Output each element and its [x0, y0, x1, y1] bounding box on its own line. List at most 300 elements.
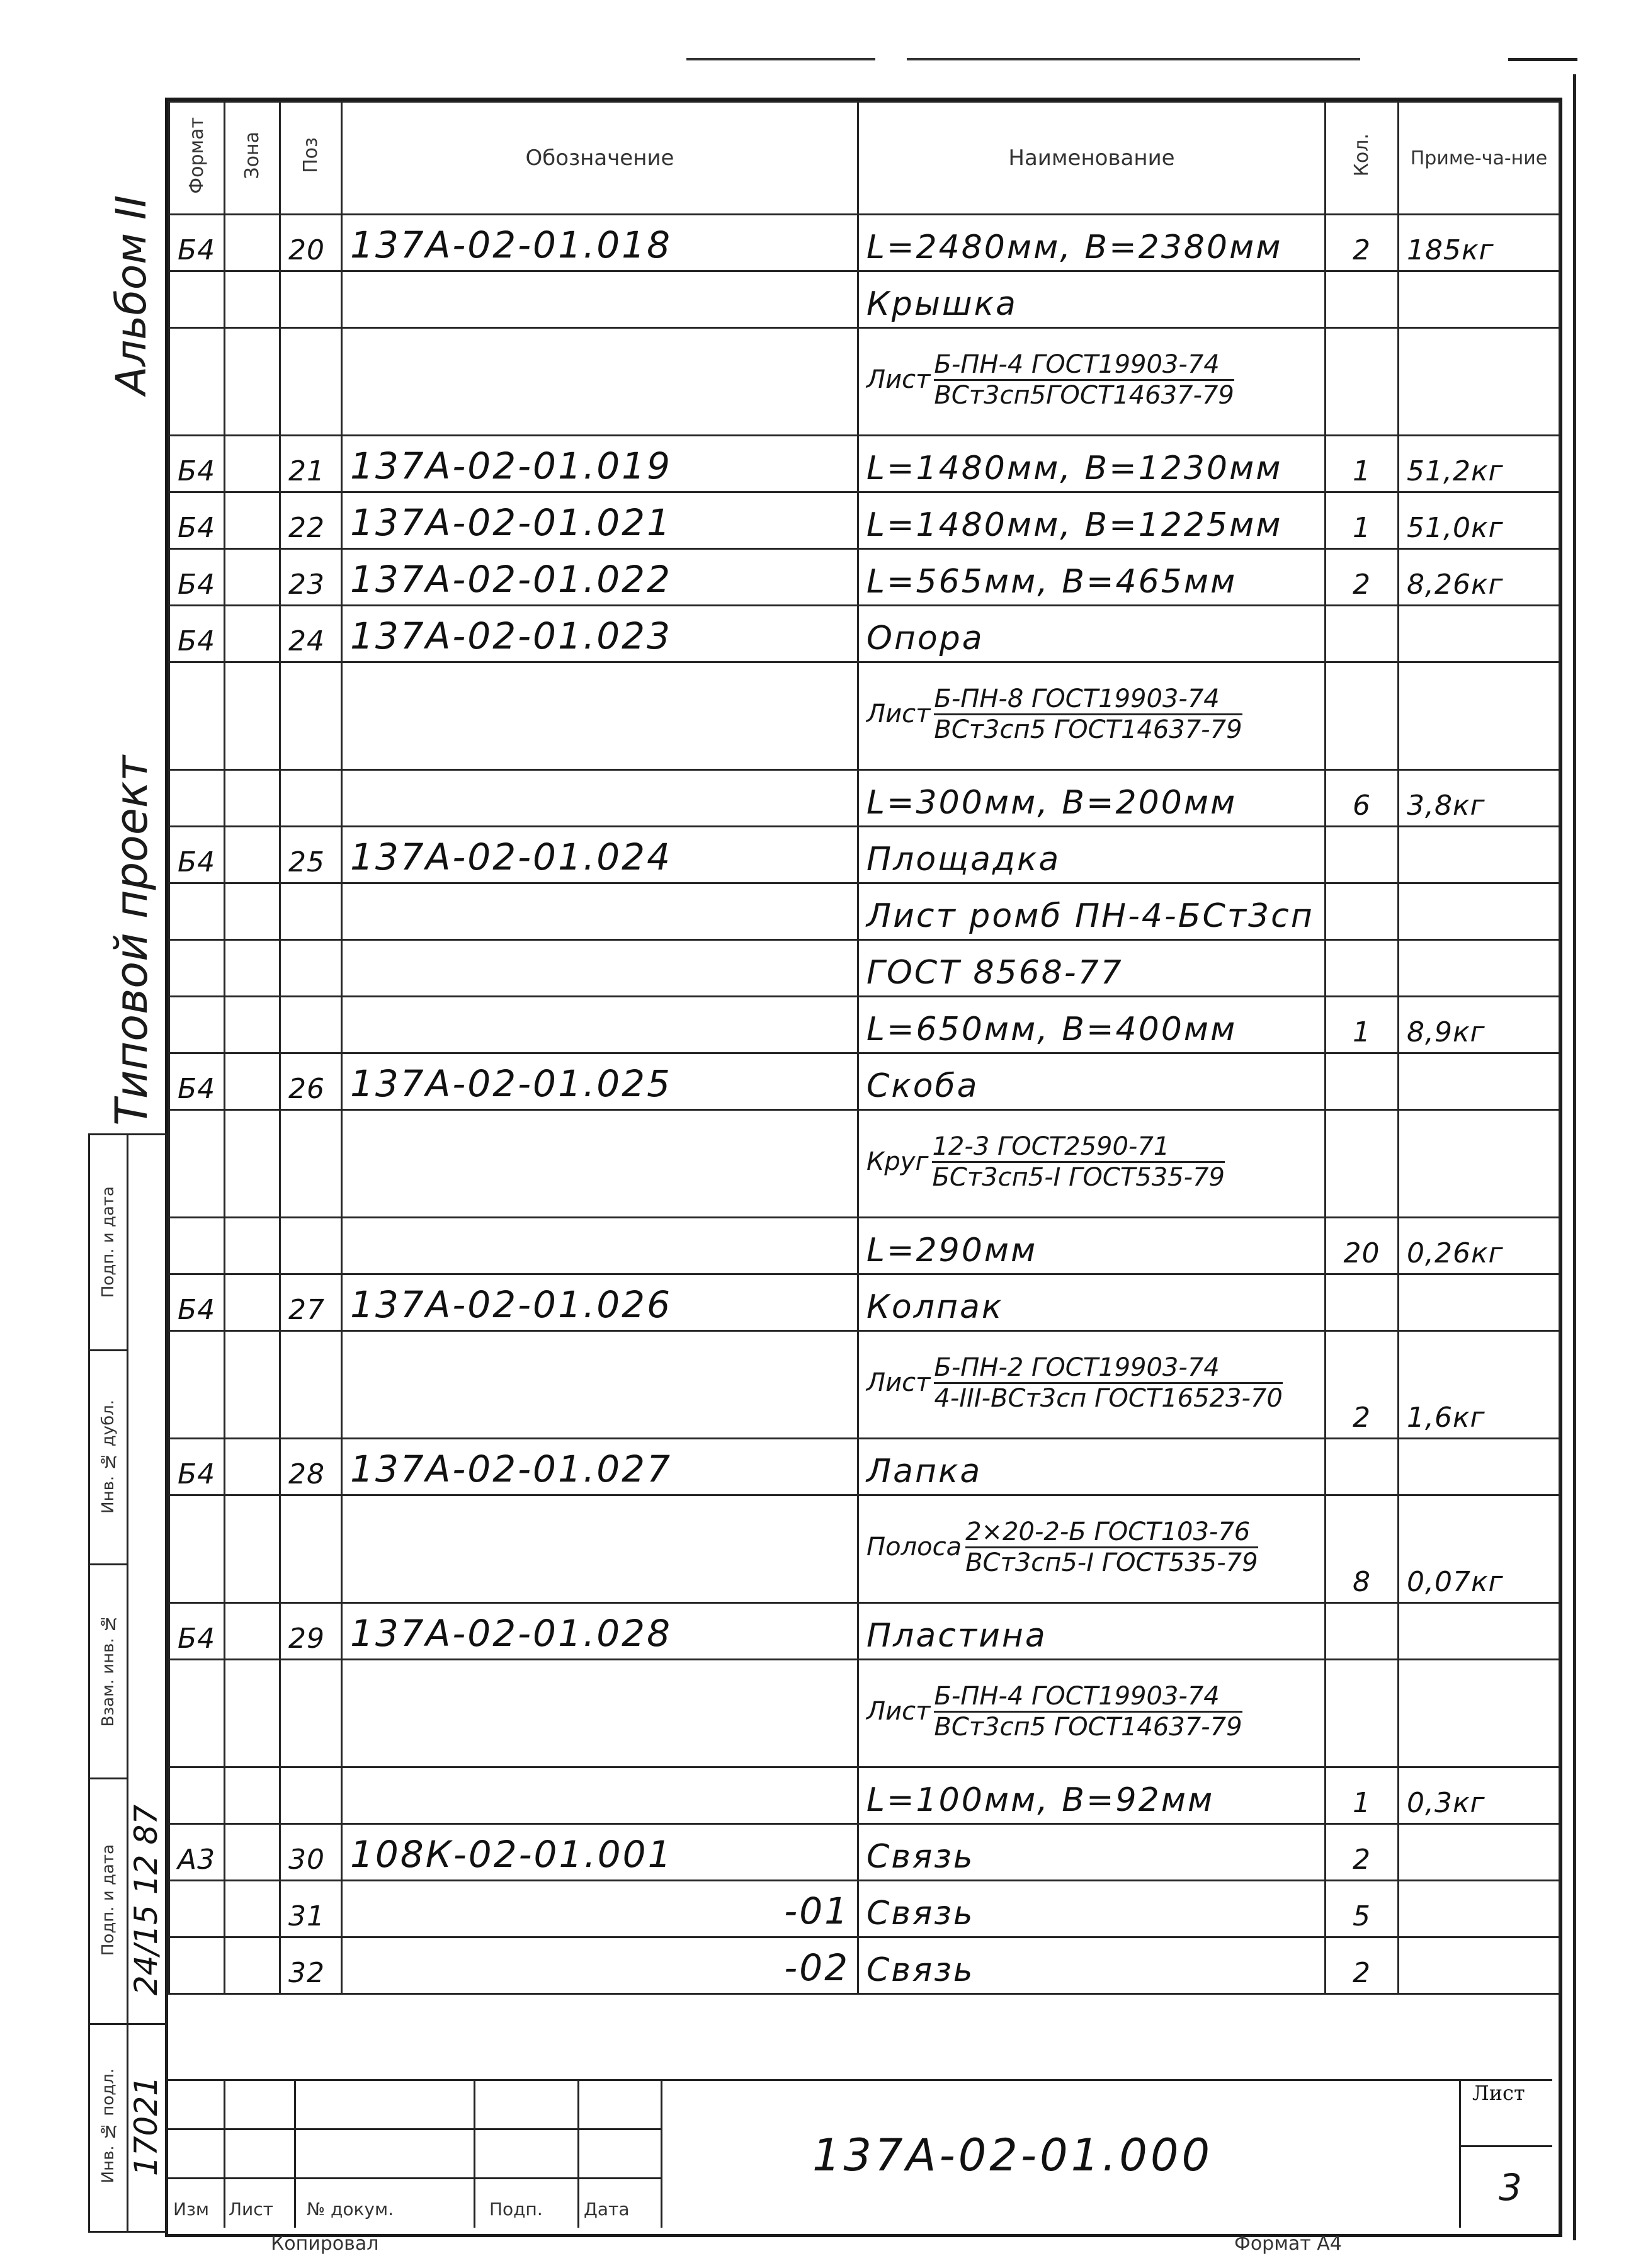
- cell-zone: [225, 1881, 280, 1937]
- format-value: Б4: [178, 846, 216, 878]
- outer-border: [1573, 74, 1576, 2240]
- cell-format: [169, 997, 225, 1053]
- stamp-label: Инв. № дубл.: [99, 1399, 118, 1514]
- cell-note: [1399, 215, 1560, 271]
- cell-zone: [225, 1110, 280, 1218]
- cell-pos: [280, 1881, 342, 1937]
- cell-name: [858, 492, 1326, 549]
- cell-pos: [280, 1937, 342, 1994]
- cell-note: [1399, 662, 1560, 770]
- cell-pos: [280, 1767, 342, 1824]
- cell-name: [858, 940, 1326, 997]
- cell-qty: [1326, 1331, 1399, 1439]
- material-denominator: ВСт3сп5 ГОСТ14637-79: [934, 715, 1242, 744]
- cell-designation: [342, 1660, 858, 1767]
- cell-pos: [280, 770, 342, 827]
- stamp-cell: [90, 2023, 127, 2229]
- material-denominator: БСт3сп5-I ГОСТ535-79: [932, 1162, 1225, 1192]
- cell-zone: [225, 770, 280, 827]
- pos-value: 30: [288, 1844, 325, 1876]
- table-row: [169, 1439, 1560, 1495]
- cell-name: [858, 1603, 1326, 1660]
- cell-zone: [225, 1824, 280, 1881]
- table-row: [169, 436, 1560, 492]
- header-pos: Поз: [280, 102, 342, 215]
- cell-note: [1399, 549, 1560, 606]
- name-value: L=100мм, В=92мм: [866, 1781, 1215, 1819]
- cell-pos: [280, 1053, 342, 1110]
- cell-zone: [225, 215, 280, 271]
- table-row: [169, 492, 1560, 549]
- cell-zone: [225, 1495, 280, 1603]
- name-value: Лист ромб ПН-4-БСт3сп: [866, 897, 1314, 935]
- cell-pos: [280, 1495, 342, 1603]
- cell-format: [169, 662, 225, 770]
- qty-value: 1: [1353, 1016, 1371, 1048]
- header-designation: Обозначение: [342, 102, 858, 215]
- title-block-revision-table: [168, 2079, 662, 2228]
- stamp-cell: [127, 1778, 166, 2025]
- material-numerator: Б-ПН-4 ГОСТ19903-74: [934, 1682, 1242, 1713]
- material-fraction: [866, 350, 1317, 410]
- format-label: Формат А4: [1234, 2233, 1342, 2255]
- cell-name: [858, 215, 1326, 271]
- material-fraction: [866, 684, 1317, 744]
- designation-value: 137А-02-01.023: [350, 615, 672, 657]
- name-value: L=2480мм, В=2380мм: [866, 229, 1283, 266]
- name-value: L=290мм: [866, 1232, 1038, 1269]
- name-value: Связь: [866, 1838, 975, 1876]
- cell-note: [1399, 827, 1560, 883]
- pos-value: 21: [288, 455, 325, 487]
- pos-value: 29: [288, 1623, 325, 1655]
- cell-designation: [342, 1495, 858, 1603]
- note-value: 0,3кг: [1407, 1787, 1485, 1819]
- cell-qty: [1326, 1824, 1399, 1881]
- cell-format: [169, 1603, 225, 1660]
- cell-qty: [1326, 606, 1399, 662]
- qty-value: 2: [1353, 1844, 1371, 1876]
- cell-designation: [342, 1274, 858, 1331]
- document-designation: 137А-02-01.000: [812, 2129, 1213, 2181]
- cell-note: [1399, 271, 1560, 328]
- stamp-value-column: [127, 1135, 168, 2231]
- table-row: [169, 940, 1560, 997]
- cell-note: [1399, 1218, 1560, 1274]
- cell-format: [169, 1660, 225, 1767]
- cell-format: [169, 549, 225, 606]
- designation-value: 137А-02-01.027: [350, 1448, 672, 1490]
- cell-name: [858, 1439, 1326, 1495]
- cell-designation: [342, 1218, 858, 1274]
- cell-note: [1399, 492, 1560, 549]
- cell-pos: [280, 940, 342, 997]
- cell-designation: [342, 997, 858, 1053]
- format-value: Б4: [178, 512, 216, 544]
- pos-value: 28: [288, 1458, 325, 1490]
- cell-pos: [280, 1218, 342, 1274]
- cell-pos: [280, 997, 342, 1053]
- material-prefix: Лист: [866, 700, 931, 729]
- designation-value: 108К-02-01.001: [350, 1833, 673, 1876]
- material-fraction: [866, 1132, 1317, 1192]
- qty-value: 2: [1353, 1402, 1371, 1434]
- cell-zone: [225, 1053, 280, 1110]
- cell-note: [1399, 436, 1560, 492]
- table-row: [169, 549, 1560, 606]
- cell-qty: [1326, 940, 1399, 997]
- designation-value: -01: [784, 1890, 849, 1932]
- qty-value: 8: [1353, 1566, 1371, 1598]
- cell-pos: [280, 1824, 342, 1881]
- material-prefix: Лист: [866, 365, 931, 394]
- cell-name: [858, 1218, 1326, 1274]
- cell-qty: [1326, 1218, 1399, 1274]
- cell-name: [858, 1495, 1326, 1603]
- cell-format: [169, 1218, 225, 1274]
- cell-note: [1399, 940, 1560, 997]
- sheet-number: 3: [1499, 2166, 1522, 2209]
- cell-note: [1399, 1767, 1560, 1824]
- cell-name: [858, 606, 1326, 662]
- cell-qty: [1326, 827, 1399, 883]
- cell-name: [858, 1881, 1326, 1937]
- cell-name: [858, 770, 1326, 827]
- cell-designation: [342, 1824, 858, 1881]
- stamp-cell: [90, 1563, 127, 1779]
- qty-value: 2: [1353, 1957, 1371, 1989]
- qty-value: 2: [1353, 234, 1371, 266]
- stamp-label: Подп. и дата: [99, 1844, 118, 1956]
- cell-note: [1399, 1603, 1560, 1660]
- qty-value: 20: [1343, 1237, 1380, 1269]
- table-row: [169, 1881, 1560, 1937]
- table-row: [169, 328, 1560, 436]
- cell-format: [169, 827, 225, 883]
- cell-pos: [280, 1274, 342, 1331]
- format-value: Б4: [178, 1623, 216, 1655]
- cell-pos: [280, 215, 342, 271]
- table-row: [169, 1767, 1560, 1824]
- cell-pos: [280, 549, 342, 606]
- qty-value: 2: [1353, 569, 1371, 601]
- table-row: [169, 271, 1560, 328]
- name-value: Опора: [866, 620, 984, 657]
- cell-designation: [342, 328, 858, 436]
- name-value: Площадка: [866, 841, 1061, 878]
- name-value: Колпак: [866, 1288, 1004, 1326]
- cell-designation: [342, 492, 858, 549]
- table-row: [169, 770, 1560, 827]
- cell-qty: [1326, 997, 1399, 1053]
- material-prefix: Лист: [866, 1368, 931, 1397]
- cell-designation: [342, 1331, 858, 1439]
- material-numerator: Б-ПН-2 ГОСТ19903-74: [934, 1353, 1282, 1384]
- cell-zone: [225, 940, 280, 997]
- table-row: [169, 662, 1560, 770]
- name-value: L=300мм, В=200мм: [866, 784, 1237, 822]
- qty-value: 1: [1353, 1787, 1371, 1819]
- cell-zone: [225, 883, 280, 940]
- cell-name: [858, 436, 1326, 492]
- note-value: 8,26кг: [1407, 569, 1504, 601]
- cell-zone: [225, 328, 280, 436]
- name-value: Крышка: [866, 285, 1018, 323]
- table-row: [169, 1824, 1560, 1881]
- note-value: 1,6кг: [1407, 1402, 1485, 1434]
- cell-note: [1399, 1881, 1560, 1937]
- cell-format: [169, 215, 225, 271]
- table-row: [169, 1274, 1560, 1331]
- approval-stamp: [88, 1133, 167, 2233]
- designation-value: 137А-02-01.022: [350, 558, 672, 601]
- album-label: Альбом II: [107, 195, 156, 395]
- cell-designation: [342, 1053, 858, 1110]
- cell-designation: [342, 940, 858, 997]
- cell-format: [169, 770, 225, 827]
- material-denominator: ВСт3сп5 ГОСТ14637-79: [934, 1712, 1242, 1742]
- cell-qty: [1326, 492, 1399, 549]
- cell-qty: [1326, 1767, 1399, 1824]
- name-value: L=650мм, В=400мм: [866, 1011, 1237, 1048]
- table-row: [169, 1053, 1560, 1110]
- cell-format: [169, 1937, 225, 1994]
- name-value: L=565мм, В=465мм: [866, 563, 1237, 601]
- cell-pos: [280, 271, 342, 328]
- name-value: L=1480мм, В=1230мм: [866, 450, 1283, 487]
- cell-zone: [225, 271, 280, 328]
- cell-designation: [342, 271, 858, 328]
- cell-format: [169, 606, 225, 662]
- table-row: [169, 1660, 1560, 1767]
- format-value: Б4: [178, 1073, 216, 1105]
- name-value: L=1480мм, В=1225мм: [866, 506, 1283, 544]
- cell-name: [858, 1331, 1326, 1439]
- material-fraction: [866, 1517, 1317, 1577]
- cell-qty: [1326, 1053, 1399, 1110]
- cell-zone: [225, 1660, 280, 1767]
- cell-pos: [280, 328, 342, 436]
- format-value: Б4: [178, 455, 216, 487]
- stamp-cell: [90, 1349, 127, 1565]
- cell-name: [858, 1767, 1326, 1824]
- cell-name: [858, 997, 1326, 1053]
- material-fraction: [866, 1353, 1317, 1413]
- cell-format: [169, 1053, 225, 1110]
- format-value: Б4: [178, 1458, 216, 1490]
- format-value: А3: [178, 1844, 216, 1876]
- copied-label: Копировал: [271, 2233, 379, 2255]
- name-value: Лапка: [866, 1453, 982, 1490]
- pos-value: 27: [288, 1294, 325, 1326]
- cell-note: [1399, 328, 1560, 436]
- cell-name: [858, 883, 1326, 940]
- cell-note: [1399, 1053, 1560, 1110]
- material-denominator: ВСт3сп5ГОСТ14637-79: [934, 380, 1234, 410]
- cell-format: [169, 1881, 225, 1937]
- cell-qty: [1326, 883, 1399, 940]
- cell-qty: [1326, 271, 1399, 328]
- cell-pos: [280, 1110, 342, 1218]
- cell-format: [169, 1110, 225, 1218]
- cell-designation: [342, 549, 858, 606]
- cell-designation: [342, 1439, 858, 1495]
- table-row: [169, 883, 1560, 940]
- cell-designation: [342, 1767, 858, 1824]
- material-prefix: Круг: [866, 1147, 929, 1176]
- cell-format: [169, 1495, 225, 1603]
- cell-qty: [1326, 215, 1399, 271]
- stamp-cell: [90, 1778, 127, 2025]
- material-numerator: 2×20-2-Б ГОСТ103-76: [965, 1517, 1258, 1548]
- designation-value: 137А-02-01.018: [350, 224, 672, 266]
- material-fraction: [866, 1682, 1317, 1742]
- cell-note: [1399, 883, 1560, 940]
- cell-format: [169, 1274, 225, 1331]
- cell-note: [1399, 1495, 1560, 1603]
- note-value: 0,26кг: [1407, 1237, 1504, 1269]
- cell-zone: [225, 549, 280, 606]
- cell-qty: [1326, 662, 1399, 770]
- cell-note: [1399, 1274, 1560, 1331]
- note-value: 51,2кг: [1407, 455, 1504, 487]
- pos-value: 31: [288, 1900, 325, 1932]
- cell-qty: [1326, 770, 1399, 827]
- cell-qty: [1326, 1274, 1399, 1331]
- material-denominator: ВСт3сп5-I ГОСТ535-79: [965, 1548, 1258, 1577]
- cell-name: [858, 1937, 1326, 1994]
- cell-designation: [342, 827, 858, 883]
- cell-pos: [280, 436, 342, 492]
- label-document-number: № докум.: [307, 2199, 394, 2220]
- table-row: [169, 1110, 1560, 1218]
- material-numerator: Б-ПН-8 ГОСТ19903-74: [934, 684, 1242, 715]
- qty-value: 1: [1353, 512, 1371, 544]
- cell-format: [169, 1439, 225, 1495]
- header-qty: Кол.: [1326, 102, 1399, 215]
- stamp-label: Взам. инв. №: [99, 1614, 118, 1727]
- cell-zone: [225, 1218, 280, 1274]
- cell-name: [858, 662, 1326, 770]
- label-date: Дата: [584, 2199, 630, 2220]
- material-prefix: Полоса: [866, 1533, 962, 1562]
- cell-designation: [342, 1110, 858, 1218]
- table-row: [169, 1331, 1560, 1439]
- cell-pos: [280, 827, 342, 883]
- qty-value: 1: [1353, 455, 1371, 487]
- cell-note: [1399, 1331, 1560, 1439]
- qty-value: 6: [1353, 790, 1371, 822]
- cell-designation: [342, 770, 858, 827]
- table-header-row: [169, 102, 1560, 215]
- designation-value: -02: [784, 1946, 849, 1989]
- project-label: Типовой проект: [106, 756, 157, 1126]
- cell-note: [1399, 606, 1560, 662]
- material-numerator: 12-3 ГОСТ2590-71: [932, 1132, 1224, 1163]
- cell-note: [1399, 1439, 1560, 1495]
- cell-qty: [1326, 328, 1399, 436]
- note-value: 3,8кг: [1407, 790, 1485, 822]
- cell-name: [858, 271, 1326, 328]
- cell-zone: [225, 1331, 280, 1439]
- stamp-date: 24/15 12 87: [128, 1805, 164, 1996]
- cell-format: [169, 940, 225, 997]
- cell-format: [169, 883, 225, 940]
- designation-value: 137А-02-01.021: [350, 501, 672, 544]
- table-row: [169, 1937, 1560, 1994]
- cell-pos: [280, 492, 342, 549]
- cell-note: [1399, 1824, 1560, 1881]
- table-row: [169, 1218, 1560, 1274]
- cell-qty: [1326, 1603, 1399, 1660]
- cell-zone: [225, 662, 280, 770]
- cell-designation: [342, 1937, 858, 1994]
- cell-zone: [225, 1767, 280, 1824]
- top-rule: [907, 58, 1360, 60]
- cell-note: [1399, 997, 1560, 1053]
- table-row: [169, 827, 1560, 883]
- cell-note: [1399, 770, 1560, 827]
- cell-name: [858, 1110, 1326, 1218]
- designation-value: 137А-02-01.024: [350, 836, 672, 878]
- cell-zone: [225, 1439, 280, 1495]
- pos-value: 32: [288, 1957, 325, 1989]
- cell-format: [169, 1767, 225, 1824]
- cell-note: [1399, 1937, 1560, 1994]
- name-value: Пластина: [866, 1617, 1047, 1655]
- pos-value: 23: [288, 569, 325, 601]
- pos-value: 24: [288, 625, 325, 657]
- cell-format: [169, 1331, 225, 1439]
- stamp-label-column: [90, 1135, 128, 2231]
- cell-format: [169, 492, 225, 549]
- designation-value: 137А-02-01.025: [350, 1062, 672, 1105]
- cell-name: [858, 549, 1326, 606]
- header-name: Наименование: [858, 102, 1326, 215]
- cell-name: [858, 827, 1326, 883]
- material-denominator: 4-III-ВСт3сп ГОСТ16523-70: [934, 1383, 1283, 1413]
- header-zone: Зона: [225, 102, 280, 215]
- table-row: [169, 606, 1560, 662]
- stamp-cell: [127, 2023, 166, 2229]
- cell-qty: [1326, 1937, 1399, 1994]
- cell-zone: [225, 606, 280, 662]
- cell-name: [858, 1053, 1326, 1110]
- pos-value: 22: [288, 512, 325, 544]
- stamp-label: Инв. № подл.: [99, 2068, 118, 2184]
- cell-pos: [280, 883, 342, 940]
- cell-name: [858, 1660, 1326, 1767]
- cell-note: [1399, 1110, 1560, 1218]
- cell-format: [169, 436, 225, 492]
- cell-qty: [1326, 436, 1399, 492]
- cell-qty: [1326, 1660, 1399, 1767]
- label-sheet: Лист: [229, 2199, 273, 2220]
- format-value: Б4: [178, 625, 216, 657]
- name-value: Связь: [866, 1895, 975, 1932]
- cell-designation: [342, 1881, 858, 1937]
- cell-designation: [342, 1603, 858, 1660]
- material-prefix: Лист: [866, 1697, 931, 1726]
- table-row: [169, 215, 1560, 271]
- format-value: Б4: [178, 1294, 216, 1326]
- cell-qty: [1326, 1881, 1399, 1937]
- pos-value: 20: [288, 234, 325, 266]
- cell-qty: [1326, 1495, 1399, 1603]
- label-change: Изм: [173, 2199, 209, 2220]
- cell-qty: [1326, 549, 1399, 606]
- cell-designation: [342, 883, 858, 940]
